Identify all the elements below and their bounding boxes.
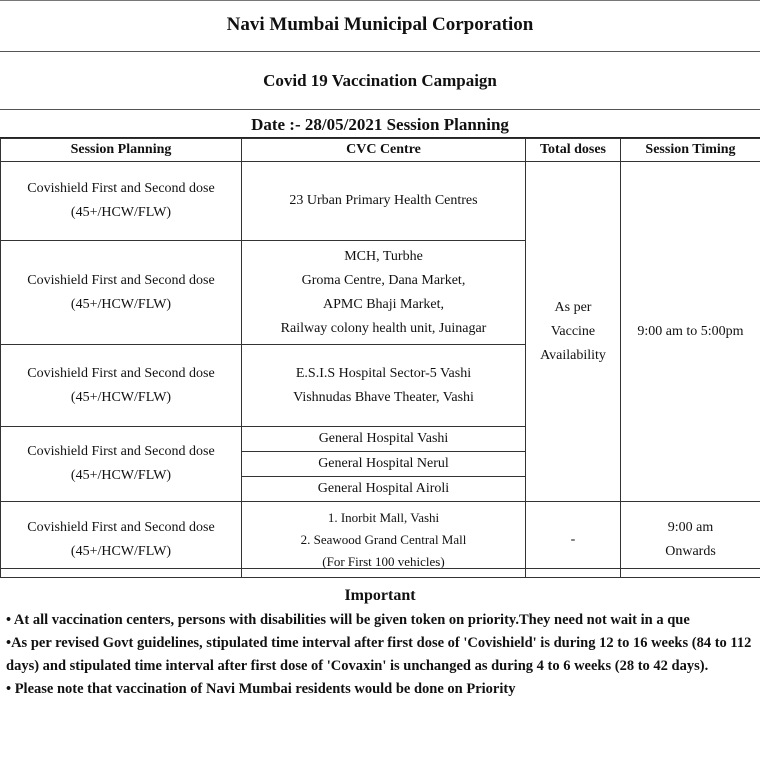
session-label: Covishield First and Second dose	[27, 444, 215, 459]
cvc-centre: General Hospital Nerul	[242, 452, 526, 477]
timing-cell	[621, 502, 760, 578]
col-header-cvc: CVC Centre	[242, 139, 526, 162]
session-label: Covishield First and Second dose	[27, 519, 215, 535]
cvc-centre: General Hospital Airoli	[242, 477, 526, 502]
cvc-cell	[242, 502, 526, 578]
important-section	[0, 568, 760, 760]
cvc-centre: 2. Seawood Grand Central Mall	[300, 531, 467, 547]
org-title: Navi Mumbai Municipal Corporation	[0, 0, 760, 52]
table-row	[1, 502, 760, 578]
table-header-row	[1, 139, 760, 162]
session-cell	[1, 427, 242, 502]
col-header-session: Session Planning	[1, 139, 242, 162]
session-group: (45+/HCW/FLW)	[70, 543, 172, 559]
important-note: • Please note that vaccination of Navi Mumbai residents would be done on Priority	[6, 681, 516, 697]
doses-cell	[526, 162, 621, 502]
session-label: Covishield First and Second dose	[27, 272, 215, 288]
doses-text: As per	[554, 299, 592, 315]
cvc-centre: APMC Bhaji Market,	[323, 296, 444, 312]
session-cell	[1, 502, 242, 578]
cvc-centre: 1. Inorbit Mall, Vashi	[327, 509, 440, 525]
session-group: (45+/HCW/FLW)	[70, 296, 172, 312]
session-label: Covishield First and Second dose	[27, 181, 215, 196]
cvc-centre: General Hospital Vashi	[242, 427, 526, 452]
cvc-centre: 23 Urban Primary Health Centres	[289, 193, 478, 208]
timing-cell	[621, 162, 760, 502]
session-cell	[1, 162, 242, 241]
cvc-cell	[242, 241, 526, 345]
timing-text: 9:00 am	[667, 519, 714, 535]
cvc-centre: E.S.I.S Hospital Sector-5 Vashi	[295, 365, 472, 381]
col-header-doses: Total doses	[526, 139, 621, 162]
cvc-centre: Railway colony health unit, Juinagar	[280, 320, 487, 336]
cvc-centre: Groma Centre, Dana Market,	[301, 272, 466, 288]
cvc-cell	[242, 345, 526, 427]
important-note: •As per revised Govt guidelines, stipulated time interval after first dose of 'Covishield' is during 12 to 16 weeks (84 to 112 days) and stipulated time interval after first dose of 'Covaxin' is unchanged as during 4 to 6 weeks (28 to 42 days).	[6, 635, 752, 674]
cvc-centre: MCH, Turbhe	[344, 248, 423, 264]
col-header-timing: Session Timing	[621, 139, 760, 162]
session-table	[0, 138, 760, 578]
timing-text: Onwards	[665, 543, 716, 559]
cvc-centre: (For First 100 vehicles)	[322, 553, 445, 569]
session-cell	[1, 241, 242, 345]
session-label: Covishield First and Second dose	[27, 365, 215, 381]
date-title: Date :- 28/05/2021 Session Planning	[0, 110, 760, 138]
campaign-title: Covid 19 Vaccination Campaign	[0, 52, 760, 110]
cvc-cell	[242, 162, 526, 241]
doses-text: Availability	[540, 347, 606, 363]
table-row	[1, 162, 760, 241]
important-title: Important	[344, 587, 416, 604]
doses-cell: -	[526, 502, 621, 578]
doses-text: Vaccine	[550, 323, 596, 339]
session-cell	[1, 345, 242, 427]
cvc-centre: Vishnudas Bhave Theater, Vashi	[293, 389, 474, 405]
session-group: (45+/HCW/FLW)	[70, 468, 172, 483]
session-group: (45+/HCW/FLW)	[70, 389, 172, 405]
important-note: • At all vaccination centers, persons with disabilities will be given token on priority.They need not wait in a que	[6, 612, 690, 628]
session-group: (45+/HCW/FLW)	[70, 205, 172, 220]
timing-text: 9:00 am to 5:00pm	[637, 323, 744, 339]
